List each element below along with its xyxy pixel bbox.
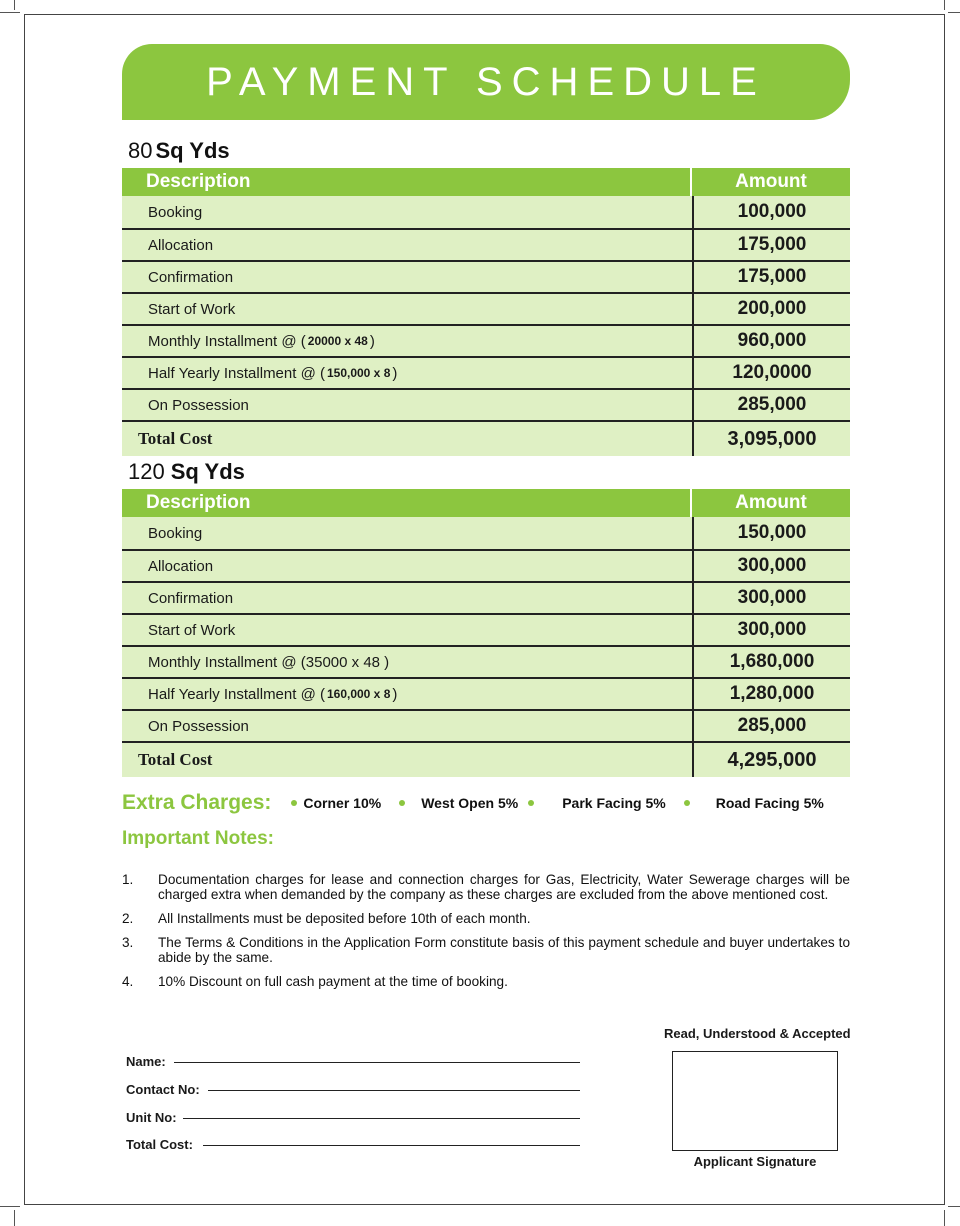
row-label-text: Half Yearly Installment @ ( — [148, 364, 325, 382]
note-text: The Terms & Conditions in the Application Form constitute basis of this payment schedule and buyer undertakes to abide by the same. — [158, 935, 850, 965]
table-row — [122, 292, 850, 324]
unit-label: Unit No: — [126, 1109, 177, 1125]
table-row — [122, 356, 850, 388]
table-header — [122, 489, 850, 517]
notes-list — [122, 872, 850, 998]
row-label — [122, 326, 694, 356]
table-row — [122, 645, 850, 677]
row-label-close: ) — [392, 364, 398, 382]
table-row — [122, 613, 850, 645]
row-label — [122, 679, 694, 709]
row-label: Confirmation — [122, 583, 694, 613]
list-item — [122, 935, 850, 965]
row-label — [122, 358, 694, 388]
note-number: 3. — [122, 935, 134, 950]
extra-charge-item: Corner 10% — [303, 795, 382, 811]
row-amount: 150,000 — [737, 522, 807, 543]
contact-label: Contact No: — [126, 1081, 200, 1097]
crop-mark — [0, 1206, 20, 1207]
row-label: Allocation — [122, 230, 694, 260]
signature-box[interactable] — [672, 1051, 838, 1151]
total-label: Total Cost — [122, 422, 694, 456]
total-amount: 4,295,000 — [727, 748, 817, 771]
plan-size-number: 120 — [128, 459, 165, 484]
plan-heading — [128, 138, 230, 164]
total-row — [122, 420, 850, 456]
notes-title: Important Notes: — [122, 828, 274, 849]
crop-mark — [948, 1206, 960, 1207]
bullet-icon — [684, 800, 690, 806]
contact-line — [208, 1090, 580, 1091]
note-number: 1. — [122, 872, 134, 887]
row-amount: 120,0000 — [732, 362, 812, 383]
row-label: Start of Work — [122, 615, 694, 645]
total-cost-line — [203, 1145, 580, 1146]
row-amount: 960,000 — [737, 330, 807, 351]
name-field[interactable] — [126, 1052, 586, 1070]
row-label-close: ) — [392, 685, 398, 703]
col-amount: Amount — [735, 171, 807, 192]
table-row — [122, 677, 850, 709]
name-line — [174, 1062, 580, 1063]
row-amount: 1,280,000 — [729, 683, 815, 704]
row-amount: 285,000 — [737, 715, 807, 736]
list-item — [122, 974, 850, 989]
table-row — [122, 549, 850, 581]
note-number: 2. — [122, 911, 134, 926]
list-item — [122, 911, 850, 926]
row-label-detail: 160,000 x 8 — [326, 687, 391, 701]
note-number: 4. — [122, 974, 134, 989]
table-row — [122, 388, 850, 420]
row-label-close: ) — [369, 332, 375, 350]
table-row — [122, 581, 850, 613]
row-amount: 300,000 — [737, 555, 807, 576]
crop-mark — [0, 12, 20, 13]
total-label: Total Cost — [122, 743, 694, 777]
row-label-detail: 20000 x 48 — [307, 334, 368, 348]
row-amount: 285,000 — [737, 394, 807, 415]
list-item — [122, 872, 850, 902]
crop-mark — [944, 1210, 945, 1226]
table-row — [122, 517, 850, 549]
row-label-text: Monthly Installment @ ( — [148, 332, 306, 350]
page-title: PAYMENT SCHEDULE — [122, 44, 850, 120]
unit-field[interactable] — [126, 1108, 586, 1126]
extra-charges-label: Extra Charges: — [122, 791, 272, 814]
note-text: 10% Discount on full cash payment at the time of booking. — [158, 974, 508, 989]
row-label: Confirmation — [122, 262, 694, 292]
row-amount: 1,680,000 — [729, 651, 815, 672]
unit-line — [183, 1118, 580, 1119]
row-label-detail: 150,000 x 8 — [326, 366, 391, 380]
extra-charge-item: West Open 5% — [421, 795, 519, 811]
row-amount: 300,000 — [737, 587, 807, 608]
row-amount: 175,000 — [737, 234, 807, 255]
row-label: Booking — [122, 517, 694, 549]
signature-caption-bottom: Applicant Signature — [693, 1154, 817, 1169]
plan-size-unit: Sq Yds — [170, 459, 245, 484]
total-row — [122, 741, 850, 777]
row-label-text: Half Yearly Installment @ ( — [148, 685, 325, 703]
crop-mark — [14, 1210, 15, 1226]
row-label: On Possession — [122, 711, 694, 741]
row-label: Monthly Installment @ (35000 x 48 ) — [122, 647, 694, 677]
plan-size-number: 80 — [128, 138, 153, 163]
col-description: Description — [122, 168, 692, 196]
payment-table-80 — [122, 168, 850, 456]
extra-charges — [122, 788, 862, 818]
crop-mark — [14, 0, 15, 10]
signature-caption-top: Read, Understood & Accepted — [664, 1026, 851, 1041]
name-label: Name: — [126, 1053, 166, 1069]
plan-size-unit: Sq Yds — [155, 138, 230, 163]
table-row — [122, 196, 850, 228]
table-row — [122, 324, 850, 356]
table-row — [122, 709, 850, 741]
row-amount: 200,000 — [737, 298, 807, 319]
note-text: All Installments must be deposited before 10th of each month. — [158, 911, 531, 926]
bullet-icon — [399, 800, 405, 806]
row-label: Start of Work — [122, 294, 694, 324]
table-row — [122, 260, 850, 292]
row-label: On Possession — [122, 390, 694, 420]
row-amount: 100,000 — [737, 201, 807, 222]
row-label: Booking — [122, 196, 694, 228]
bullet-icon — [291, 800, 297, 806]
total-cost-label: Total Cost: — [126, 1136, 193, 1152]
note-text: Documentation charges for lease and connection charges for Gas, Electricity, Water Sewerage charges will be charged extra when demanded by the company as these charges are excluded from the above mentioned cost. — [158, 872, 850, 902]
total-amount: 3,095,000 — [727, 427, 817, 450]
total-cost-field[interactable] — [126, 1135, 586, 1153]
row-amount: 175,000 — [737, 266, 807, 287]
table-header — [122, 168, 850, 196]
table-row — [122, 228, 850, 260]
extra-charge-item: Park Facing 5% — [562, 795, 666, 811]
extra-charge-item: Road Facing 5% — [715, 795, 824, 811]
plan-heading — [128, 459, 245, 485]
col-description: Description — [122, 489, 692, 517]
crop-mark — [948, 12, 960, 13]
row-label: Allocation — [122, 551, 694, 581]
contact-field[interactable] — [126, 1080, 586, 1098]
row-amount: 300,000 — [737, 619, 807, 640]
bullet-icon — [528, 800, 534, 806]
col-amount: Amount — [735, 492, 807, 513]
payment-table-120 — [122, 489, 850, 777]
crop-mark — [944, 0, 945, 10]
